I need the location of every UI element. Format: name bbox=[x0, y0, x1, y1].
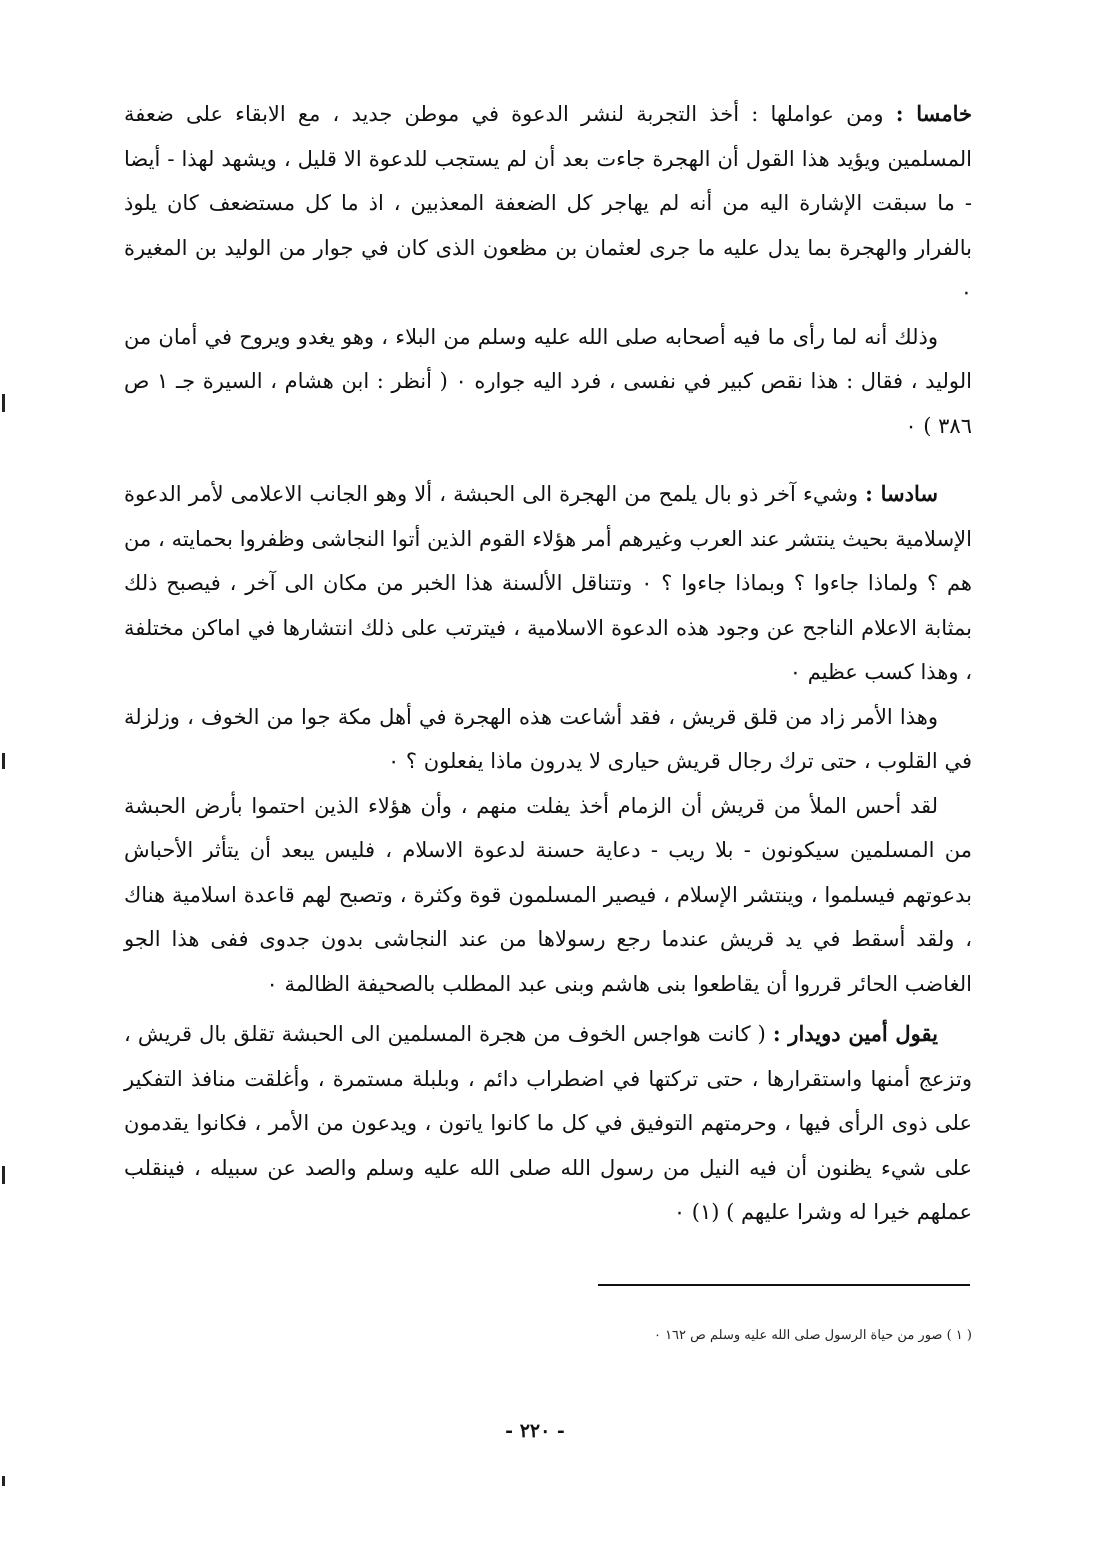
paragraph-text: وذلك أنه لما رأى ما فيه أصحابه صلى الله عليه وسلم من البلاء ، وهو يغدو ويروح في أمان من الوليد ، فقال : هذا نقص كبير في نفسى ، فرد اليه جواره ٠ ( أنظر : ابن هشام ، السيرة جـ ١ ص ٣٨٦ ) ٠ bbox=[124, 324, 972, 438]
paragraph-keyword: خامسا : bbox=[895, 101, 973, 126]
paragraph-fifth-factor bbox=[124, 92, 972, 315]
page-number: - ٢٢٠ - bbox=[505, 1420, 565, 1442]
paragraph-text: لقد أحس الملأ من قريش أن الزمام أخذ يفلت منهم ، وأن هؤلاء الذين احتموا بأرض الحبشة من المسلمين سيكونون - بلا ريب - دعاية حسنة لدعوة الاسلام ، فليس يبعد أن يتأثر الأحباش بدعوتهم فيسلموا ، وينتشر الإسلام ، فيصير المسلمون قوة وكثرة ، وتصبح لهم قاعدة اسلامية هناك ، ولقد أسقط في يد قريش عندما رجع رسولاها من عند النجاشى بدون جدوى ففى هذا الجو الغاضب الحائر قرروا أن يقاطعوا بنى هاشم وبنى عبد المطلب بالصحيفة الظالمة ٠ bbox=[124, 793, 972, 996]
paragraph-ibn-mazun bbox=[124, 315, 972, 449]
paragraph-sixth-factor bbox=[124, 472, 972, 695]
footnote-separator bbox=[598, 1284, 970, 1286]
footnote: ( ١ ) صور من حياة الرسول صلى الله عليه وسلم ص ١٦٢ ٠ bbox=[653, 1328, 972, 1343]
paragraph-text: وهذا الأمر زاد من قلق قريش ، فقد أشاعت هذه الهجرة في أهل مكة جوا من الخوف ، وزلزلة في القلوب ، حتى ترك رجال قريش حيارى لا يدرون ماذا يفعلون ؟ ٠ bbox=[124, 704, 972, 773]
margin-mark bbox=[2, 394, 5, 412]
paragraph-keyword: سادسا : bbox=[865, 481, 939, 506]
paragraph-quraysh-anxiety bbox=[124, 695, 972, 784]
paragraph-text: ( كانت هواجس الخوف من هجرة المسلمين الى الحبشة تقلق بال قريش ، وتزعج أمنها واستقرارها ، حتى تركتها في اضطراب دائم ، وبلبلة مستمرة ، وأغلقت منافذ التفكير على ذوى الرأى فيها ، وحرمتهم التوفيق في كل ما كانوا ياتون ، ويدعون من الأمر ، فكانوا يقدمون على شيء يظنون أن فيه النيل من رسول الله صلى الله عليه وسلم والصد عن سبيله ، فينقلب عملهم خيرا له وشرا عليهم ) (١) ٠ bbox=[124, 1022, 972, 1224]
section-spacer bbox=[124, 448, 972, 472]
paragraph-quotation bbox=[124, 1012, 972, 1235]
paragraph-keyword: يقول أمين دويدار : bbox=[772, 1021, 938, 1046]
paragraph-text: ومن عواملها : أخذ التجربة لنشر الدعوة في موطن جديد ، مع الابقاء على ضعفة المسلمين ويؤيد هذا القول أن الهجرة جاءت بعد أن لم يستجب للدعوة الا قليل ، ويشهد لهذا - أيضا - ما سبقت الإشارة اليه من أنه لم يهاجر كل الضعفة المعذبين ، اذ ما كل مستضعف كان يلوذ بالفرار والهجرة بما يدل عليه ما جرى لعثمان بن مظعون الذى كان في جوار من الوليد بن المغيرة ٠ bbox=[124, 102, 972, 304]
margin-mark bbox=[2, 1476, 5, 1486]
main-text bbox=[124, 92, 972, 1235]
paragraph-boycott bbox=[124, 784, 972, 1007]
margin-mark bbox=[2, 753, 5, 769]
paragraph-text: وشيء آخر ذو بال يلمح من الهجرة الى الحبشة ، ألا وهو الجانب الاعلامى لأمر الدعوة الإسلامية بحيث ينتشر عند العرب وغيرهم أمر هؤلاء القوم الذين أتوا النجاشى وظفروا بحمايته ، من هم ؟ ولماذا جاءوا ؟ وبماذا جاءوا ؟ ٠ وتتناقل الألسنة هذا الخبر من مكان الى آخر ، فيصبح ذلك بمثابة الاعلام الناجح عن وجود هذه الدعوة الاسلامية ، فيترتب على ذلك انتشارها في اماكن مختلفة ، وهذا كسب عظيم ٠ bbox=[124, 482, 973, 684]
margin-mark bbox=[2, 1166, 5, 1184]
